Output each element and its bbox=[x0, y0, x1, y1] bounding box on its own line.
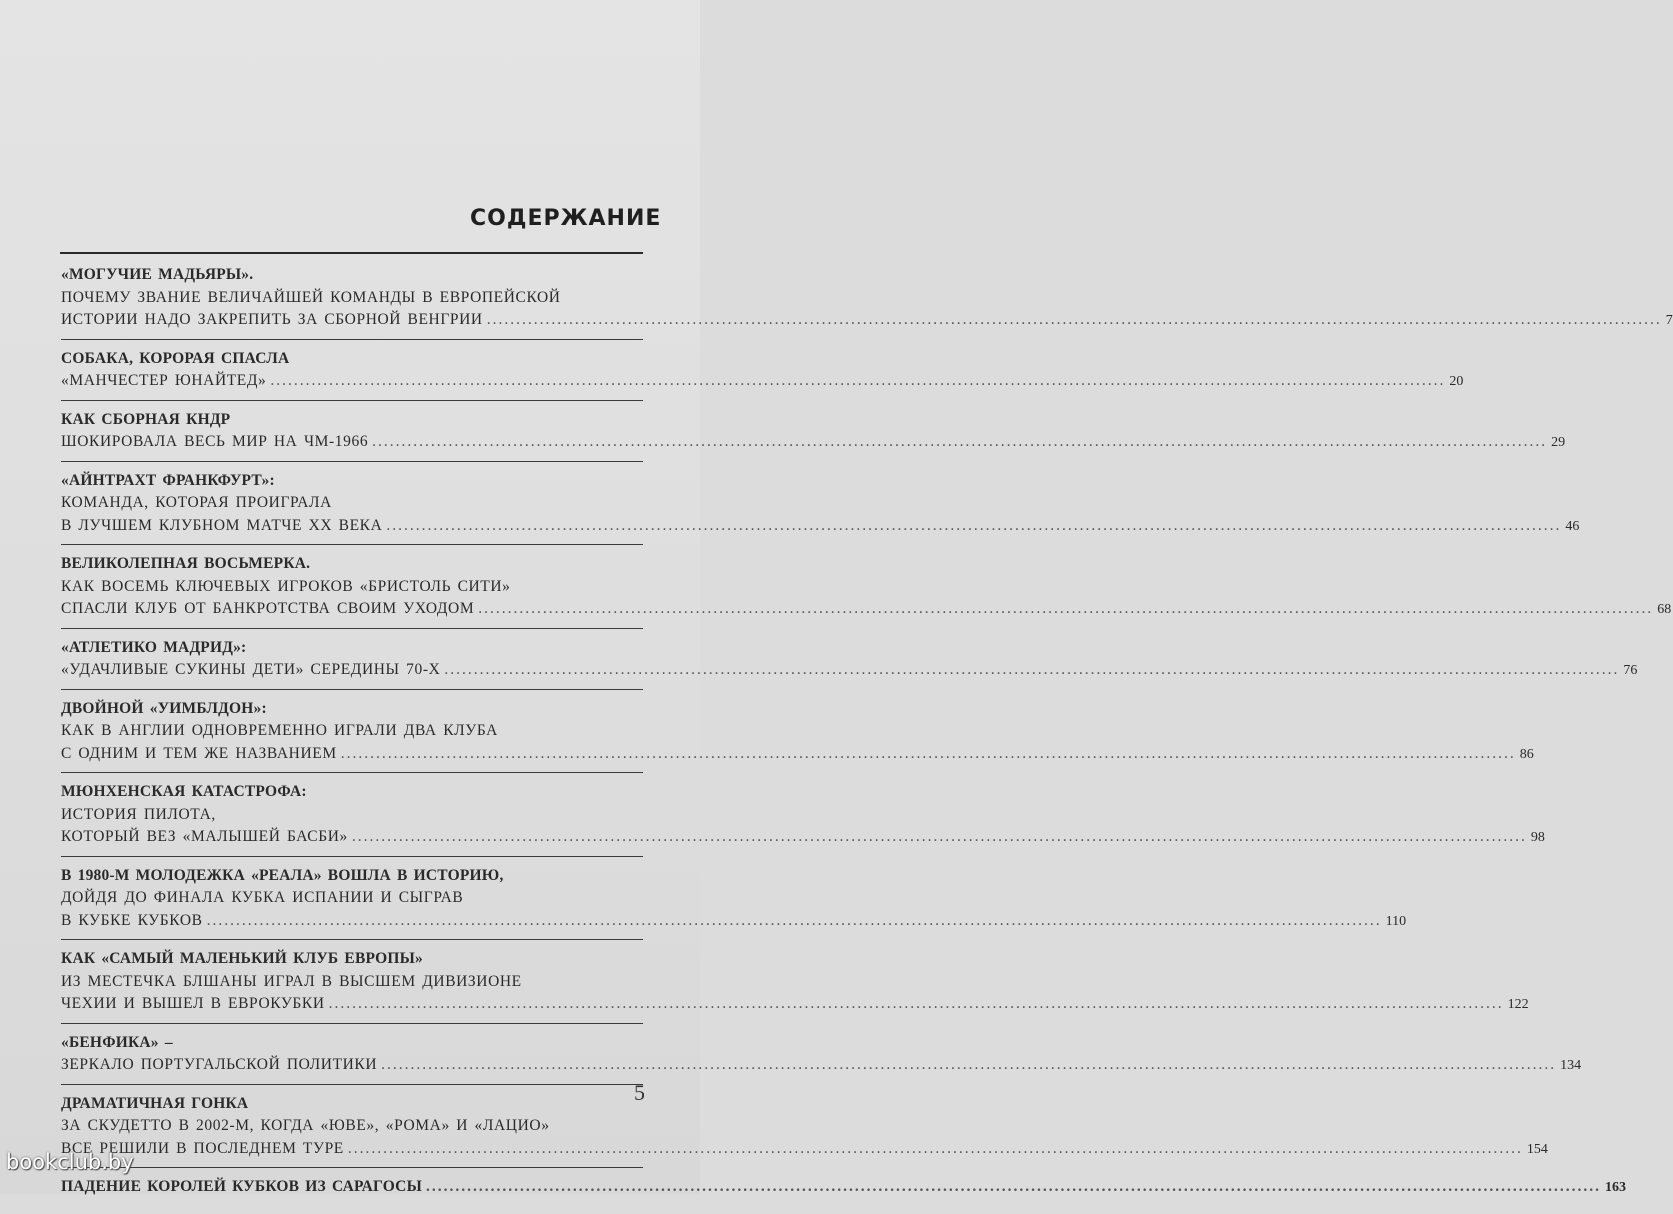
toc-entry bbox=[61, 865, 1407, 941]
entry-last-text: С ОДНИМ И ТЕМ ЖЕ НАЗВАНИЕМ bbox=[61, 744, 337, 762]
entry-title-line: В 1980-М МОЛОДЕЖКА «РЕАЛА» ВОШЛА В ИСТОРИЮ, bbox=[61, 866, 504, 884]
dot-leader: ........................................................................................................................................................................................................ bbox=[425, 1178, 1601, 1195]
toc-entry bbox=[61, 409, 1566, 462]
toc-entry bbox=[61, 1032, 1582, 1085]
dot-leader: ........................................................................................................................................................................................................ bbox=[270, 372, 1446, 389]
entry-last-line bbox=[61, 309, 1673, 333]
entry-title-line: ДВОЙНОЙ «УИМБЛДОН»: bbox=[61, 699, 267, 717]
entry-page-number: 86 bbox=[1519, 746, 1534, 762]
entry-text-line: КАК ВОСЕМЬ КЛЮЧЕВЫХ ИГРОКОВ «БРИСТОЛЬ СИТИ» bbox=[61, 577, 511, 595]
toc-entry bbox=[61, 781, 1545, 857]
entry-text-line: КОМАНДА, КОТОРАЯ ПРОИГРАЛА bbox=[61, 494, 332, 511]
toc-entry bbox=[61, 948, 1529, 1024]
entry-page-number: 29 bbox=[1551, 435, 1566, 450]
entry-title-line: ВЕЛИКОЛЕПНАЯ ВОСЬМЕРКА. bbox=[61, 555, 311, 572]
toc-entry bbox=[61, 264, 1673, 340]
entry-title-line: ДРАМАТИЧНАЯ ГОНКА bbox=[61, 1094, 249, 1112]
entry-title-line: КАК «САМЫЙ МАЛЕНЬКИЙ КЛУБ ЕВРОПЫ» bbox=[61, 950, 423, 967]
dot-leader: ........................................................................................................................................................................................................ bbox=[340, 744, 1516, 762]
entry-page-number: 122 bbox=[1507, 997, 1529, 1012]
entry-last-line bbox=[61, 1138, 1548, 1162]
entry-last-line bbox=[61, 993, 1529, 1017]
entry-last-line bbox=[61, 598, 1672, 622]
dot-leader: ........................................................................................................................................................................................................ bbox=[372, 433, 1548, 450]
entry-page-number: 68 bbox=[1657, 602, 1672, 617]
entry-text-line: КАК В АНГЛИИ ОДНОВРЕМЕННО ИГРАЛИ ДВА КЛУБА bbox=[61, 722, 498, 739]
entry-last-text: «МАНЧЕСТЕР ЮНАЙТЕД» bbox=[61, 372, 267, 389]
toc-entry bbox=[61, 348, 1464, 401]
entry-page-number: 134 bbox=[1560, 1058, 1582, 1073]
entry-text-line: ИСТОРИЯ ПИЛОТА, bbox=[61, 805, 216, 823]
entry-text-line: ПОЧЕМУ ЗВАНИЕ ВЕЛИЧАЙШЕЙ КОМАНДЫ В ЕВРОПЕЙСКОЙ bbox=[61, 288, 561, 306]
entry-last-line bbox=[61, 431, 1566, 455]
entry-page-number: 98 bbox=[1530, 830, 1545, 845]
toc-heading: СОДЕРЖАНИЕ bbox=[470, 206, 662, 231]
entry-last-line bbox=[61, 1054, 1582, 1078]
toc-entry bbox=[61, 1093, 1548, 1169]
entry-title-line: «АЙНТРАХТ ФРАНКФУРТ»: bbox=[61, 471, 275, 489]
entry-last-line bbox=[61, 826, 1545, 850]
entry-last-line bbox=[61, 910, 1407, 934]
toc-entry bbox=[61, 698, 1534, 774]
entry-last-text: ШОКИРОВАЛА ВЕСЬ МИР НА ЧМ-1966 bbox=[61, 433, 369, 450]
dot-leader: ........................................................................................................................................................................................................ bbox=[347, 1139, 1523, 1157]
entry-title-line: СОБАКА, КОРОРАЯ СПАСЛА bbox=[61, 349, 290, 367]
entry-last-text: ПАДЕНИЕ КОРОЛЕЙ КУБКОВ ИЗ САРАГОСЫ bbox=[61, 1178, 422, 1195]
watermark-text: bookclub.by bbox=[6, 1150, 134, 1174]
entry-last-line bbox=[61, 515, 1580, 539]
toc-entry bbox=[61, 470, 1580, 546]
entry-page-number: 110 bbox=[1385, 913, 1407, 929]
dot-leader: ........................................................................................................................................................................................................ bbox=[386, 516, 1562, 534]
dot-leader: ........................................................................................................................................................................................................ bbox=[486, 311, 1662, 328]
entry-last-text: СПАСЛИ КЛУБ ОТ БАНКРОТСТВА СВОИМ УХОДОМ bbox=[61, 600, 475, 617]
entry-last-line bbox=[61, 743, 1534, 767]
entry-last-text: В ЛУЧШЕМ КЛУБНОМ МАТЧЕ XX ВЕКА bbox=[61, 516, 383, 534]
dot-leader: ........................................................................................................................................................................................................ bbox=[206, 911, 1382, 929]
entry-title-line: МЮНХЕНСКАЯ КАТАСТРОФА: bbox=[61, 783, 307, 800]
entry-page-number: 20 bbox=[1449, 374, 1464, 389]
toc-entry bbox=[61, 553, 1672, 629]
entry-text-line: ДОЙДЯ ДО ФИНАЛА КУБКА ИСПАНИИ И СЫГРАВ bbox=[61, 889, 464, 906]
entry-page-number: 154 bbox=[1526, 1141, 1548, 1157]
entry-last-line bbox=[61, 659, 1638, 683]
entry-last-text: ЗЕРКАЛО ПОРТУГАЛЬСКОЙ ПОЛИТИКИ bbox=[61, 1056, 378, 1073]
entry-last-text: «УДАЧЛИВЫЕ СУКИНЫ ДЕТИ» СЕРЕДИНЫ 70-Х bbox=[61, 661, 441, 678]
toc-list bbox=[61, 264, 1673, 1214]
toc-entry bbox=[61, 1176, 1626, 1206]
dot-leader: ........................................................................................................................................................................................................ bbox=[444, 661, 1620, 678]
heading-rule bbox=[60, 252, 643, 254]
entry-page-number: 46 bbox=[1565, 518, 1580, 534]
dot-leader: ........................................................................................................................................................................................................ bbox=[328, 995, 1504, 1012]
entry-last-text: ВСЕ РЕШИЛИ В ПОСЛЕДНЕМ ТУРЕ bbox=[61, 1139, 344, 1157]
dot-leader: ........................................................................................................................................................................................................ bbox=[351, 828, 1527, 845]
entry-last-text: ИСТОРИИ НАДО ЗАКРЕПИТЬ ЗА СБОРНОЙ ВЕНГРИИ bbox=[61, 311, 483, 328]
entry-text-line: ИЗ МЕСТЕЧКА БЛШАНЫ ИГРАЛ В ВЫСШЕМ ДИВИЗИОНЕ bbox=[61, 972, 522, 990]
toc-entry bbox=[61, 637, 1638, 690]
dot-leader: ........................................................................................................................................................................................................ bbox=[478, 600, 1654, 617]
entry-page-number: 7 bbox=[1665, 313, 1673, 328]
entry-last-text: В КУБКЕ КУБКОВ bbox=[61, 911, 203, 929]
entry-last-line bbox=[61, 1176, 1626, 1200]
entry-title-line: «МОГУЧИЕ МАДЬЯРЫ». bbox=[61, 266, 254, 283]
entry-last-text: ЧЕХИИ И ВЫШЕЛ В ЕВРОКУБКИ bbox=[61, 995, 325, 1012]
entry-text-line: ЗА СКУДЕТТО В 2002-М, КОГДА «ЮВЕ», «РОМА» И «ЛАЦИО» bbox=[61, 1117, 550, 1134]
dot-leader: ........................................................................................................................................................................................................ bbox=[381, 1056, 1557, 1073]
entry-title-line: КАК СБОРНАЯ КНДР bbox=[61, 410, 231, 428]
entry-page-number: 76 bbox=[1623, 663, 1638, 678]
entry-page-number: 163 bbox=[1604, 1180, 1626, 1195]
entry-title-line: «БЕНФИКА» – bbox=[61, 1033, 173, 1051]
page-number: 5 bbox=[634, 1080, 645, 1105]
entry-title-line: «АТЛЕТИКО МАДРИД»: bbox=[61, 638, 247, 656]
entry-last-text: КОТОРЫЙ ВЕЗ «МАЛЫШЕЙ БАСБИ» bbox=[61, 828, 348, 845]
entry-last-line bbox=[61, 370, 1464, 394]
